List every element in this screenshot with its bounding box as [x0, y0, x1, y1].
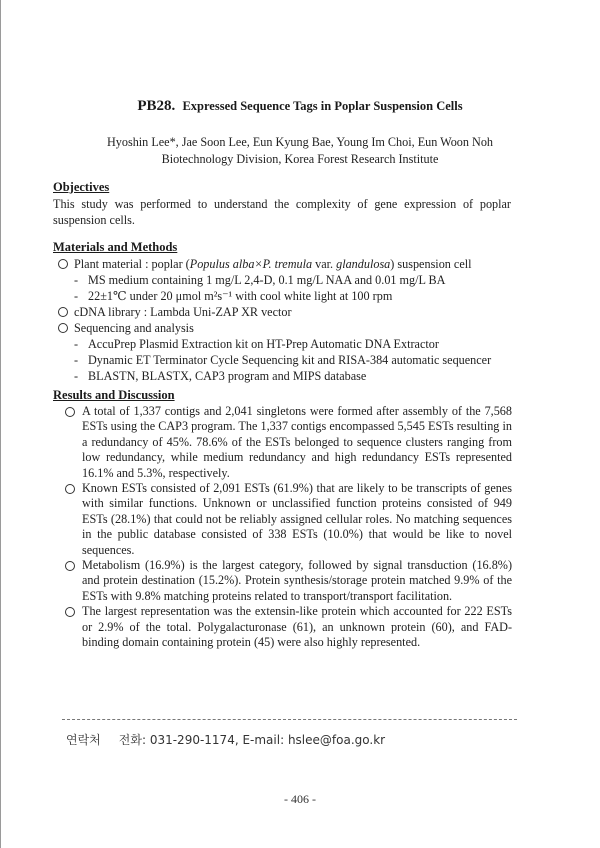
method-subitem: - Dynamic ET Terminator Cycle Sequencing kit and RISA-384 automatic sequencer	[74, 353, 492, 367]
author-block	[0, 134, 600, 168]
method-subitem: - MS medium containing 1 mg/L 2,4-D, 0.1 mg/L NAA and 0.01 mg/L BA	[74, 273, 446, 287]
paper-title	[0, 98, 600, 115]
result-item: The largest representation was the extensin-like protein which accounted for 222 ESTs or 2.9% of the total. Polygalacturonase (61), an unknown protein (60), and FAD-binding domain containing protein (45) were also highly represented.	[62, 604, 512, 650]
page-number: - 406 -	[284, 792, 316, 806]
bullet-circle-icon	[58, 259, 68, 269]
method-subitem: - BLASTN, BLASTX, CAP3 program and MIPS database	[74, 369, 367, 383]
result-item: A total of 1,337 contigs and 2,041 singletons were formed after assembly of the 7,568 ESTs using the CAP3 program. The 1,337 contigs encompassed 5,545 ESTs resulting in a redundancy of 45%. 78.6% of the ESTs belonged to sequence clusters ranging from low redundancy, while medium redundancy and high redundancy ESTs represented 16.1% and 5.3%, respectively.	[62, 404, 512, 481]
author-list: Hyoshin Lee*, Jae Soon Lee, Eun Kyung Bae, Young Im Choi, Eun Woon Noh	[106, 135, 494, 149]
method-item-sequencing: Sequencing and analysis	[58, 320, 513, 336]
methods-list	[58, 256, 513, 384]
method-item-plant: Plant material : poplar (Populus alba×P. tremula var. glandulosa) suspension cell	[58, 256, 513, 272]
bullet-circle-icon	[58, 307, 68, 317]
bullet-circle-icon	[65, 407, 75, 417]
bullet-circle-icon	[65, 561, 75, 571]
result-item: Metabolism (16.9%) is the largest category, followed by signal transduction (16.8%) and protein destination (15.2%). Protein synthesis/storage protein matched 9.9% of the ESTs with 9.8% matching proteins related to transport/transport facilitation.	[62, 558, 512, 604]
method-subitem: - AccuPrep Plasmid Extraction kit on HT-Prep Automatic DNA Extractor	[74, 337, 439, 351]
scan-edge-line	[0, 0, 1, 848]
bullet-circle-icon	[58, 323, 68, 333]
contact-info	[66, 731, 385, 748]
bullet-circle-icon	[65, 484, 75, 494]
method-item-cdna: cDNA library : Lambda Uni-ZAP XR vector	[58, 304, 513, 320]
objectives-heading: Objectives	[53, 180, 110, 194]
method-subitem: - 22±1℃ under 20 μmol m²s⁻¹ with cool white light at 100 rpm	[74, 289, 393, 303]
contact-label: 연락처	[66, 733, 101, 747]
objectives-text: This study was performed to understand the complexity of gene expression of poplar suspension cells.	[53, 197, 511, 227]
result-item: Known ESTs consisted of 2,091 ESTs (61.9%) that are likely to be transcripts of genes with similar functions. Unknown or unclassified function proteins consisted of 949 ESTs (28.1%) that could not be reliably assigned cellular roles. No matching sequences in the public database consisted of 338 ESTs (10.0%) that would be like to novel sequences.	[62, 481, 512, 558]
footer-divider	[62, 719, 517, 720]
title-text: Expressed Sequence Tags in Poplar Suspension Cells	[182, 99, 463, 113]
abstract-code: PB28.	[137, 98, 176, 114]
results-heading: Results and Discussion	[53, 388, 175, 402]
methods-heading: Materials and Methods	[53, 240, 178, 254]
affiliation: Biotechnology Division, Korea Forest Research Institute	[161, 152, 439, 166]
contact-details: 전화: 031-290-1174, E-mail: hslee@foa.go.kr	[118, 733, 386, 747]
bullet-circle-icon	[65, 607, 75, 617]
results-list	[62, 404, 512, 651]
